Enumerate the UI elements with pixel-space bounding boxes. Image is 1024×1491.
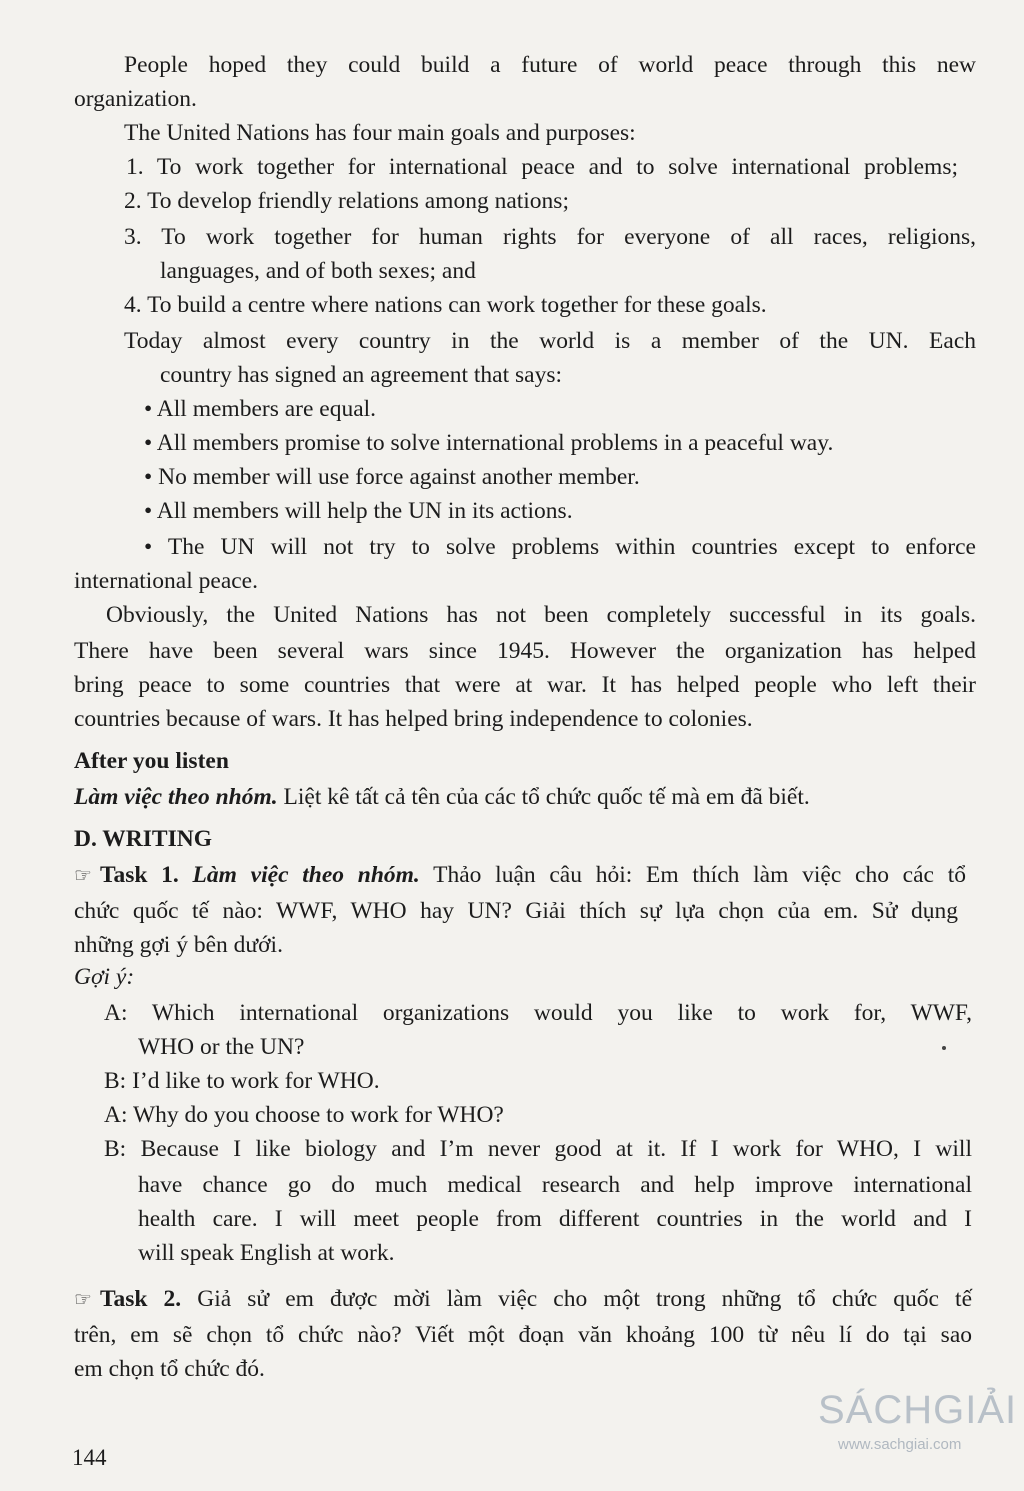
bullet-item: • All members are equal. — [144, 396, 377, 422]
stray-dot — [942, 1046, 946, 1050]
goal-item: 2. To develop friendly relations among nations; — [124, 188, 569, 214]
task-line: những gợi ý bên dưới. — [74, 932, 283, 958]
instruction-line — [74, 782, 810, 812]
dialogue-line: WHO or the UN? — [138, 1034, 305, 1060]
goal-item-continuation: languages, and of both sexes; and — [160, 258, 476, 284]
watermark-url: www.sachgiai.com — [838, 1436, 962, 1453]
bullet-item: • All members will help the UN in its actions. — [144, 498, 573, 524]
instruction-label: Làm việc theo nhóm. — [74, 784, 278, 810]
task-line: em chọn tổ chức đó. — [74, 1356, 265, 1382]
paragraph-line: organization. — [74, 86, 197, 112]
dialogue-line: B: Because I like biology and I’m never good at it. If I work for WHO, I will — [104, 1136, 972, 1162]
paragraph-line: bring peace to some countries that were at war. It has helped people who left their — [74, 672, 976, 698]
goal-item: 3. To work together for human rights for everyone of all races, religions, — [124, 224, 976, 250]
paragraph-line: Obviously, the United Nations has not been completely successful in its goals. — [106, 602, 976, 628]
bullet-item: • All members promise to solve international problems in a peaceful way. — [144, 430, 834, 456]
paragraph-line: country has signed an agreement that says: — [160, 362, 562, 388]
section-heading: D. WRITING — [74, 826, 212, 852]
dialogue-line: have chance go do much medical research and help improve international — [138, 1172, 972, 1198]
paragraph-line: The United Nations has four main goals and purposes: — [124, 120, 636, 146]
task-text: Thảo luận câu hỏi: Em thích làm việc cho các tổ — [419, 862, 966, 888]
bullet-item: • The UN will not try to solve problems within countries except to enforce — [144, 534, 976, 560]
page-number: 144 — [72, 1445, 107, 1470]
task-label: Task 2. — [99, 1286, 182, 1312]
dialogue-line: B: I’d like to work for WHO. — [104, 1068, 380, 1094]
task-line: chức quốc tế nào: WWF, WHO hay UN? Giải thích sự lựa chọn của em. Sử dụng — [74, 898, 958, 924]
paragraph-line: People hoped they could build a future of world peace through this new — [124, 52, 976, 78]
task-line — [74, 860, 966, 891]
hint-label: Gợi ý: — [74, 964, 135, 990]
paragraph-line: Today almost every country in the world is a member of the UN. Each — [124, 328, 976, 354]
task-group-label: Làm việc theo nhóm. — [192, 862, 420, 888]
dialogue-line: A: Which international organizations would you like to work for, WWF, — [104, 1000, 972, 1026]
goal-item: 4. To build a centre where nations can work together for these goals. — [124, 292, 767, 318]
task-line: trên, em sẽ chọn tổ chức nào? Viết một đoạn văn khoảng 100 từ nêu lí do tại sao — [74, 1322, 972, 1348]
instruction-text: Liệt kê tất cả tên của các tổ chức quốc tế mà em đã biết. — [277, 784, 810, 810]
watermark-logo — [818, 1386, 1018, 1466]
pointing-hand-icon: ☞ — [74, 865, 92, 887]
dialogue-line: health care. I will meet people from different countries in the world and I — [138, 1206, 972, 1232]
pointing-hand-icon: ☞ — [74, 1289, 92, 1311]
bullet-item: • No member will use force against another member. — [144, 464, 640, 490]
goal-item: 1. To work together for international peace and to solve international problems; — [126, 154, 958, 180]
bullet-item-continuation: international peace. — [74, 568, 258, 594]
watermark-brand: SÁCHGIẢI — [818, 1388, 1018, 1432]
paragraph-line: There have been several wars since 1945. However the organization has helped — [74, 638, 976, 664]
dialogue-line: will speak English at work. — [138, 1240, 395, 1266]
section-heading: After you listen — [74, 748, 229, 774]
task-label: Task 1. — [99, 862, 179, 888]
task-text: Giả sử em được mời làm việc cho một trong những tổ chức quốc tế — [181, 1286, 973, 1312]
task-line — [74, 1284, 972, 1315]
dialogue-line: A: Why do you choose to work for WHO? — [104, 1102, 504, 1128]
paragraph-line: countries because of wars. It has helped bring independence to colonies. — [74, 706, 753, 732]
